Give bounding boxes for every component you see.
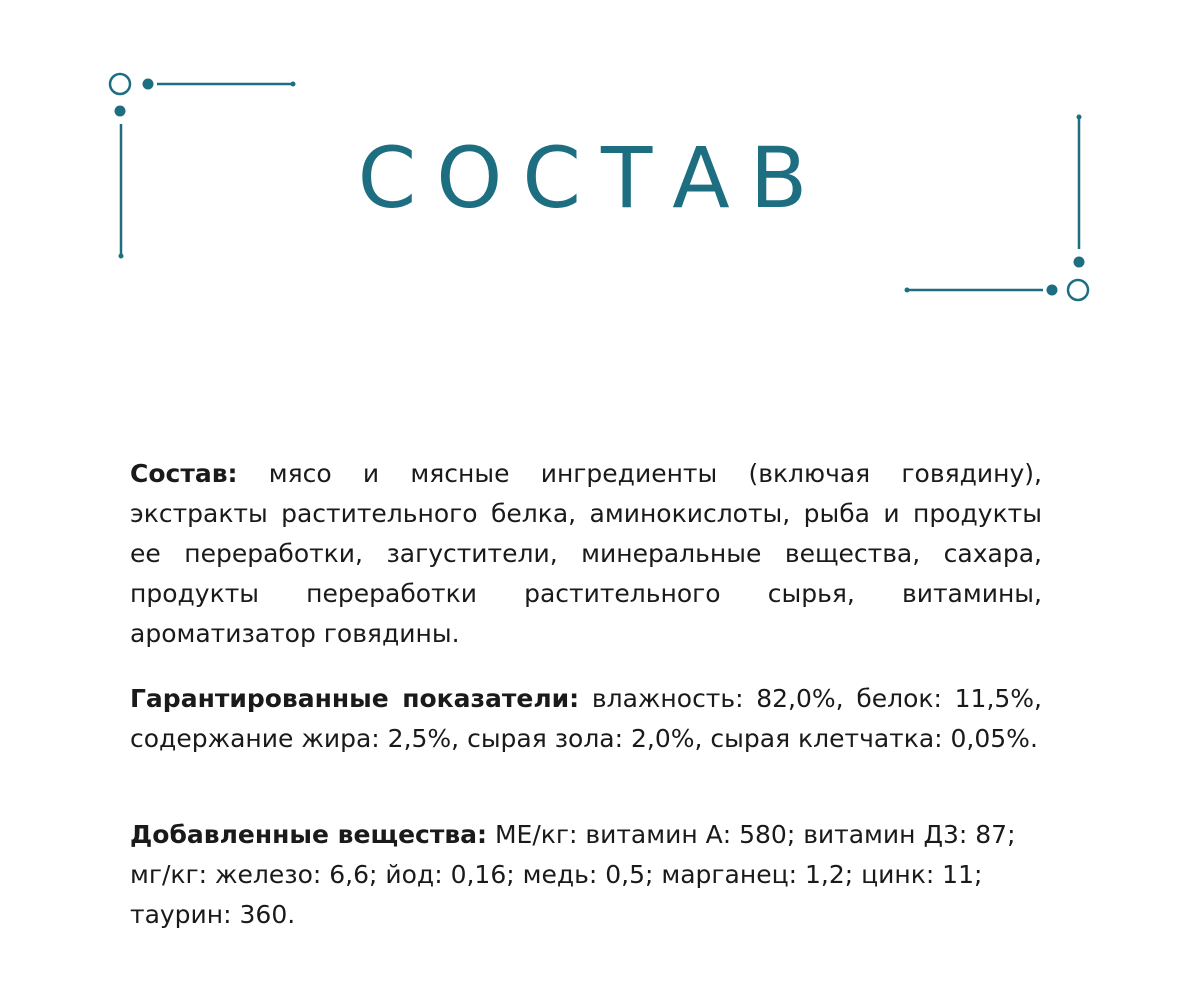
guaranteed-analysis-text: влажность: 82,0%, белок: 11,5%, содержание жира: 2,5%, сырая зола: 2,0%, сырая клетчатка: 0,05%. bbox=[130, 684, 1043, 753]
composition-text: мясо и мясные ингредиенты (включая говядину), экстракты растительного белка, аминокислоты, рыба и продукты ее переработки, загустители, минеральные вещества, сахара, продукты переработки растительного сырья, витамины, ароматизатор говядины. bbox=[130, 459, 1042, 648]
dot-ornament bbox=[1074, 257, 1085, 268]
guaranteed-analysis-label: Гарантированные показатели: bbox=[130, 684, 580, 713]
additives-text: МЕ/кг: витамин А: 580; витамин Д3: 87; мг/кг: железо: 6,6; йод: 0,16; медь: 0,5; марганец: 1,2; цинк: 11; таурин: 360. bbox=[130, 820, 1016, 929]
guaranteed-analysis-paragraph bbox=[130, 679, 1042, 759]
ring-ornament bbox=[1068, 280, 1088, 300]
additives-paragraph bbox=[130, 815, 1042, 935]
page-title: СОСТАВ bbox=[357, 129, 828, 227]
composition-paragraph bbox=[130, 454, 1042, 654]
composition-label: Состав: bbox=[130, 459, 238, 488]
additives-label: Добавленные вещества: bbox=[130, 820, 488, 849]
dot-ornament bbox=[1047, 285, 1058, 296]
